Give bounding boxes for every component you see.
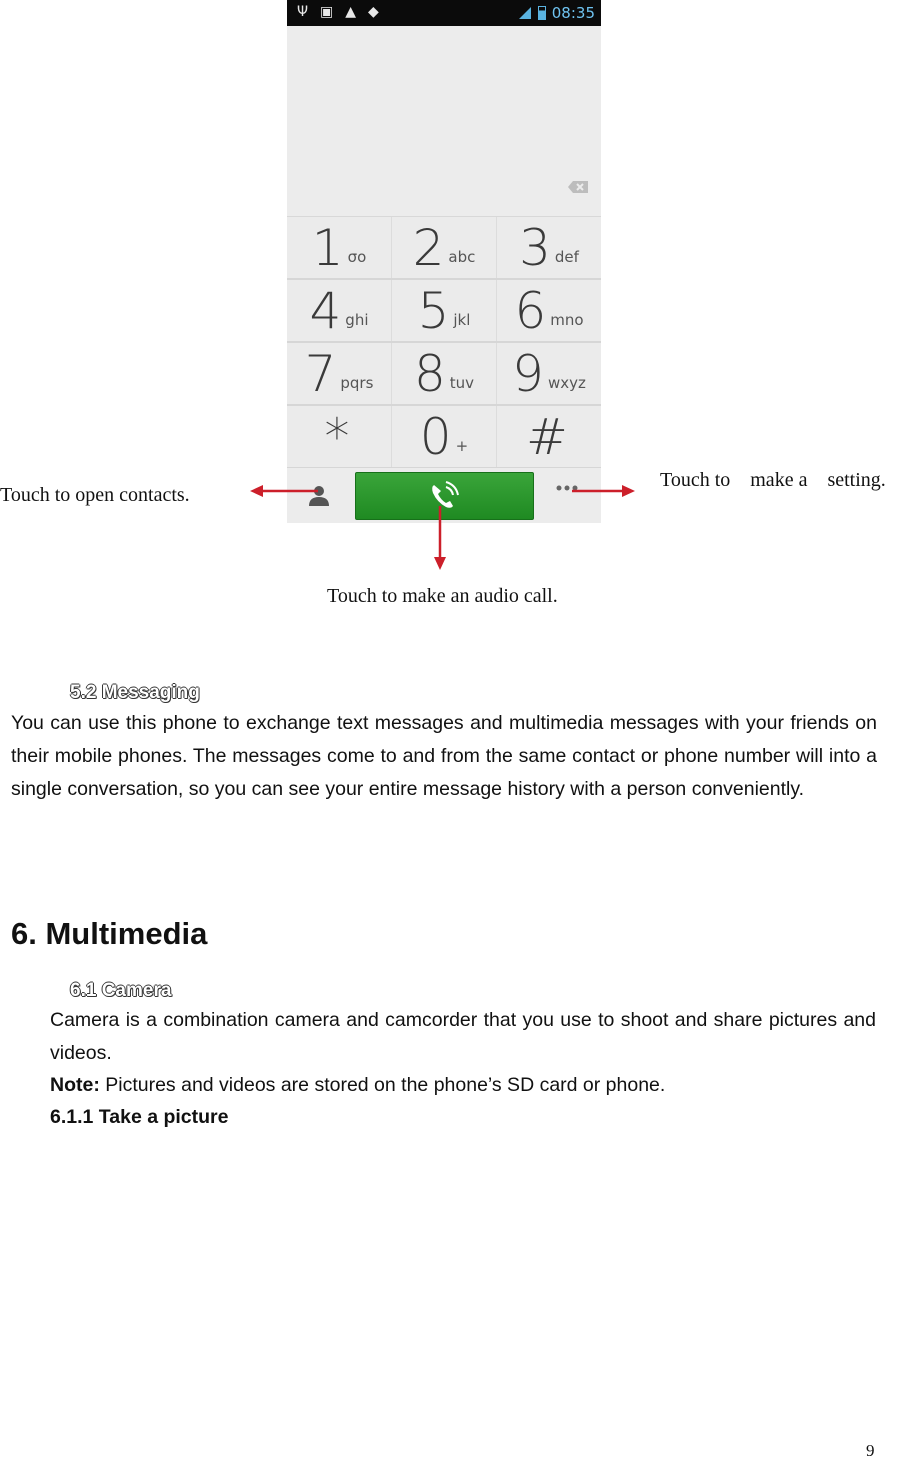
key-digit: 0 [419, 407, 452, 466]
note-line [50, 1074, 665, 1097]
battery-icon [538, 6, 546, 20]
key-4[interactable] [287, 280, 392, 341]
messaging-heading: 5.2 Messaging [70, 682, 200, 703]
call-button[interactable] [355, 472, 534, 520]
keypad-row [287, 343, 601, 406]
more-options-icon[interactable] [553, 482, 583, 494]
dialer-action-bar [287, 468, 601, 523]
dialer-screenshot [287, 0, 601, 523]
key-0[interactable] [392, 406, 497, 467]
key-1[interactable] [287, 217, 392, 278]
annotation-setting: Touch to make a setting. [660, 469, 886, 491]
key-digit: 6 [514, 281, 547, 340]
key-letters: abc [448, 247, 476, 266]
key-2[interactable] [392, 217, 497, 278]
camera-heading: 6.1 Camera [70, 980, 172, 1001]
keypad-row [287, 280, 601, 343]
note-text: Pictures and videos are stored on the phone’s SD card or phone. [99, 1074, 666, 1096]
contacts-arrowhead [250, 485, 263, 497]
phone-handset-icon [428, 481, 460, 511]
warning-icon: ▲ [345, 4, 357, 20]
key-digit: 1 [311, 218, 344, 277]
multimedia-heading: 6. Multimedia [11, 916, 208, 951]
key-digit: # [526, 407, 568, 466]
page-number: 9 [866, 1441, 875, 1460]
key-digit: 8 [413, 344, 446, 403]
status-time: 08:35 [551, 4, 595, 22]
key-letters: jkl [453, 310, 471, 329]
key-5[interactable] [392, 280, 497, 341]
key-letters: tuv [449, 373, 475, 392]
key-star[interactable] [287, 406, 392, 467]
key-9[interactable] [497, 343, 601, 404]
messaging-paragraph: You can use this phone to exchange text messages and multimedia messages with your friends on their mobile phones. The messages come to and from the same contact or phone number will into a single conversation, so you can see your entire message history with a person conveniently. [11, 712, 877, 800]
signal-icon [518, 6, 532, 20]
contacts-icon[interactable] [305, 482, 333, 508]
key-letters: pqrs [340, 373, 374, 392]
status-bar [287, 0, 601, 26]
key-digit: 9 [512, 344, 544, 403]
call-arrowhead [434, 557, 446, 570]
setting-arrowhead [622, 485, 635, 497]
key-letters: mno [550, 310, 584, 329]
digits-display [287, 26, 601, 217]
key-digit: 7 [304, 344, 337, 403]
key-letters: ghi [345, 310, 369, 329]
gamepad-icon: ◆ [368, 4, 379, 20]
key-letters: def [554, 247, 579, 266]
key-hash[interactable] [497, 406, 601, 467]
annotation-audio-call: Touch to make an audio call. [327, 585, 558, 607]
key-3[interactable] [497, 217, 601, 278]
key-8[interactable] [392, 343, 497, 404]
usb-icon: Ψ [297, 4, 309, 20]
keypad-row [287, 406, 601, 469]
key-digit: * [324, 407, 350, 466]
key-digit: 3 [519, 218, 551, 277]
voicemail-icon: σο [347, 247, 367, 266]
camera-paragraph: Camera is a combination camera and camcorder that you use to shoot and share pictures and videos. [50, 1009, 876, 1064]
backspace-icon[interactable] [567, 180, 589, 194]
key-digit: 5 [417, 281, 450, 340]
key-digit: 4 [309, 281, 342, 340]
keypad-row [287, 217, 601, 280]
key-letters: + [455, 436, 469, 455]
take-picture-heading: 6.1.1 Take a picture [50, 1106, 229, 1128]
key-6[interactable] [497, 280, 601, 341]
key-7[interactable] [287, 343, 392, 404]
key-digit: 2 [412, 218, 445, 277]
note-label: Note: [50, 1074, 100, 1096]
key-letters: wxyz [547, 373, 586, 392]
notification-icon: ▣ [320, 4, 334, 20]
dial-keypad [287, 217, 601, 469]
annotation-contacts: Touch to open contacts. [0, 484, 190, 506]
